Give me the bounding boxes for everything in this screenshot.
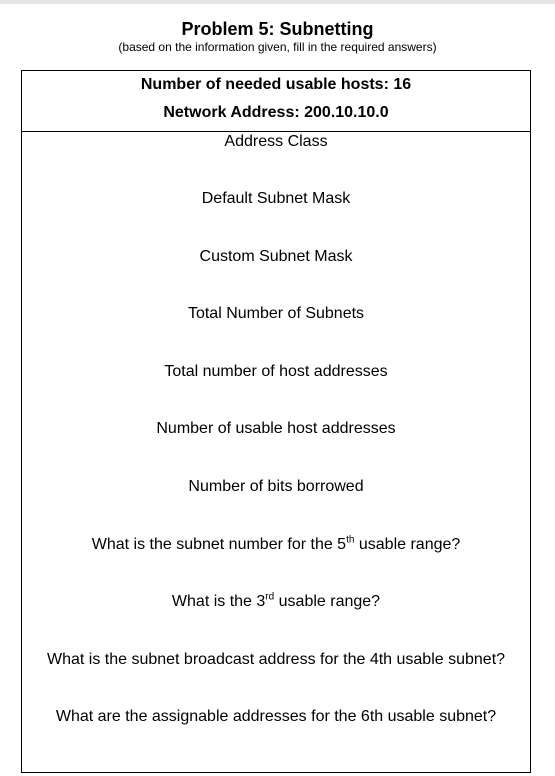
prompt-text: What is the 3 xyxy=(171,593,266,610)
prompt-text: usable range? xyxy=(274,593,381,610)
top-strip xyxy=(0,0,555,4)
worksheet-box xyxy=(21,70,531,773)
default-subnet-mask-prompt: Default Subnet Mask xyxy=(201,190,351,207)
prompt-text: usable range? xyxy=(354,536,461,553)
total-host-addresses-prompt: Total number of host addresses xyxy=(164,363,388,380)
prompt-text: What is the subnet number for the 5 xyxy=(91,536,347,553)
usable-host-addresses-prompt: Number of usable host addresses xyxy=(156,420,396,437)
ordinal-suffix: rd xyxy=(265,591,275,603)
problem-title: Problem 5: Subnetting xyxy=(181,19,374,39)
ordinal-suffix: th xyxy=(346,534,355,546)
network-address-label: Network Address: 200.10.10.0 xyxy=(163,104,389,121)
broadcast-address-4th-prompt: What is the subnet broadcast address for the 4th usable subnet? xyxy=(46,651,506,668)
total-subnets-prompt: Total Number of Subnets xyxy=(187,305,365,322)
needed-hosts-label: Number of needed usable hosts: 16 xyxy=(140,76,412,93)
subnet-number-5th-prompt xyxy=(22,535,530,555)
custom-subnet-mask-prompt: Custom Subnet Mask xyxy=(199,248,353,265)
bits-borrowed-prompt: Number of bits borrowed xyxy=(188,478,364,495)
problem-subtitle: (based on the information given, fill in the required answers) xyxy=(118,40,437,54)
usable-range-3rd-prompt xyxy=(22,592,530,612)
assignable-addresses-6th-prompt: What are the assignable addresses for the 6th usable subnet? xyxy=(55,708,497,725)
address-class-prompt: Address Class xyxy=(224,133,328,150)
